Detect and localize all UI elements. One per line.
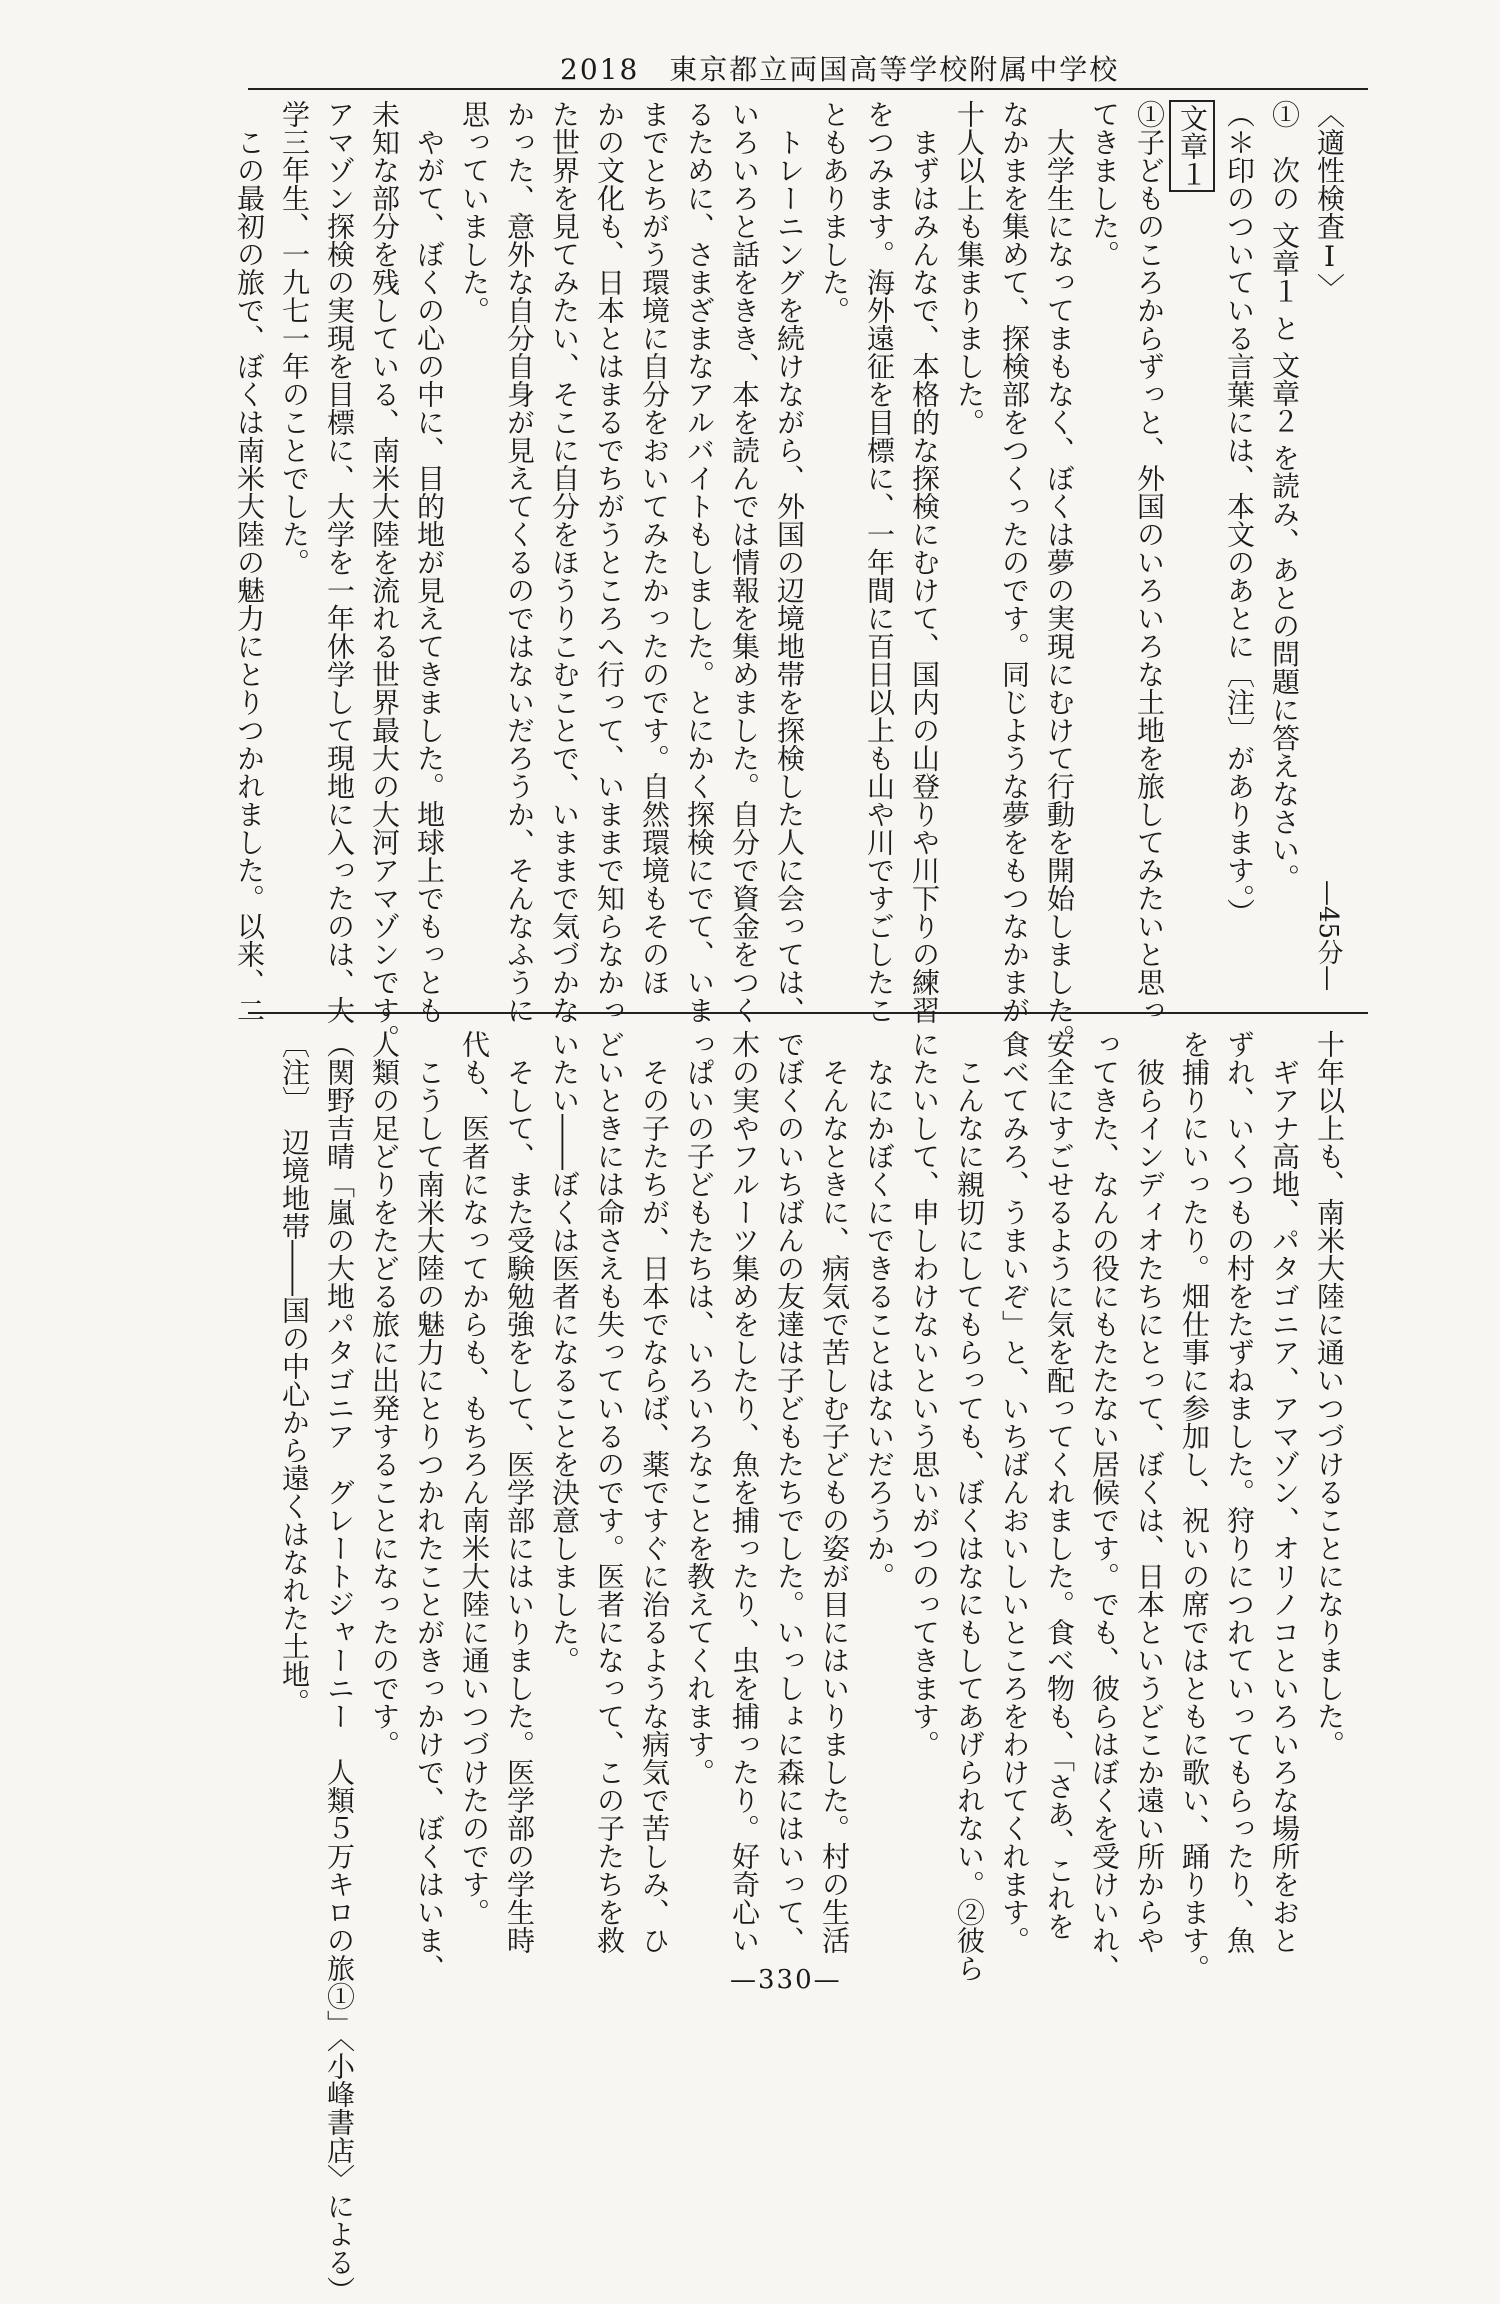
upper-column-line: てきました。 [1088,100,1121,268]
upper-column-line: この最初の旅で、ぼくは南米大陸の魅力にとりつかれました。以来、二 [233,100,266,1024]
upper-column-line: た世界を見てみたい、そこに自分をほうりこむことで、いままで気づかな [548,100,581,1024]
upper-column-line: ① 次の 文章１ と 文章２ を読み、あとの問題に答えなさい。 [1268,100,1301,892]
lower-column-line: 食べてみろ、うまいぞ」と、いちばんおいしいところをわけてくれます。 [998,1030,1031,1954]
lower-column-line: （関野吉晴「嵐の大地パタゴニア グレートジャーニー 人類５万キロの旅①」〈小峰書店〉による） [323,1030,356,2304]
upper-column-line: ともありました。 [818,100,851,324]
lower-column-line: 人類の足どりをたどる旅に出発することになったのです。 [368,1030,401,1758]
upper-column-line: をつみます。海外遠征を目標に、一年間に百日以上も山や川ですごしたこ [863,100,896,1024]
lower-column-line: どいときには命さえも失っているのです。医者になって、この子たちを救 [593,1030,626,1954]
upper-column-line: までとちがう環境に自分をおいてみたかったのです。自然環境もそのほ [638,100,671,996]
upper-column-line: トレーニングを続けながら、外国の辺境地帯を探検した人に会っては、 [773,100,806,1024]
lower-column-line: そんなときに、病気で苦しむ子どもの姿が目にはいりました。村の生活 [818,1030,851,1954]
lower-column-line: ってきた、なんの役にもたたない居候です。でも、彼らはぼくを受けいれ、 [1088,1030,1121,1982]
lower-column-line: 〔注〕 辺境地帯――国の中心から遠くはなれた土地。 [278,1030,311,1716]
lower-column-line: 十年以上も、南米大陸に通いつづけることになりました。 [1313,1030,1346,1758]
lower-column-line: 彼らインディオたちにとって、ぼくは、日本というどこか遠い所からや [1133,1030,1166,1954]
page-header: 2018 東京都立両国高等学校附属中学校 [560,53,1120,86]
header-rule [248,88,1368,90]
lower-column-line: こうして南米大陸の魅力にとりつかれたことがきっかけで、ぼくはいま、 [413,1030,446,1982]
upper-column-line: いろいろと話をきき、本を読んでは情報を集めました。自分で資金をつく [728,100,761,1024]
upper-column-line: （＊印のついている言葉には、本文のあとに〔注〕があります。） [1223,100,1256,926]
upper-column-line: 思っていました。 [458,100,491,324]
lower-column-line: を捕りにいったり。畑仕事に参加し、祝いの席ではともに歌い、踊ります。 [1178,1030,1211,1982]
lower-column-line: ギアナ高地、パタゴニア、アマゾン、オリノコといろいろな場所をおと [1268,1030,1301,1954]
lower-column-line: いたい――ぼくは医者になることを決意しました。 [548,1030,581,1674]
lower-column-line: その子たちが、日本でならば、薬ですぐに治るような病気で苦しみ、ひ [638,1030,671,1954]
upper-column-line: 十人以上も集まりました。 [953,100,986,436]
upper-column-line: やがて、ぼくの心の中に、目的地が見えてきました。地球上でもっとも [413,100,446,1024]
upper-column-line: 未知な部分を残している、南米大陸を流れる世界最大の大河アマゾンです。 [368,100,401,1052]
lower-column-line: っぱいの子どもたちは、いろいろなことを教えてくれます。 [683,1030,716,1786]
upper-column-line: アマゾン探検の実現を目標に、大学を一年休学して現地に入ったのは、大 [323,100,356,1024]
time-limit: —45分— [1313,880,1343,992]
upper-column-line: 学三年生、一九七一年のことでした。 [278,100,311,576]
lower-column-line: ずれ、いくつもの村をたずねました。狩りにつれていってもらったり、魚 [1223,1030,1256,1954]
upper-column-line: なかまを集めて、探検部をつくったのです。同じような夢をもつなかまが [998,100,1031,1024]
lower-column-line: でぼくのいちばんの友達は子どもたちでした。いっしょに森にはいって、 [773,1030,806,1954]
lower-column-line: 木の実やフルーツ集めをしたり、魚を捕ったり、虫を捕ったり。好奇心い [728,1030,761,1954]
lower-column-line: こんなに親切にしてもらっても、ぼくはなにもしてあげられない。②彼ら [953,1030,986,1982]
upper-column-line: かった、意外な自分自身が見えてくるのではないだろうか、そんなふうに [503,100,536,1024]
lower-column-line: 安全にすごせるように気を配ってくれました。食べ物も、「さあ、これを [1043,1030,1076,1940]
upper-column-line: かの文化も、日本とはまるでちがうところへ行って、いままで知らなかっ [593,100,626,1024]
exam-section-label: 〈適性検査Ⅰ〉 [1313,100,1346,301]
lower-column-line: にたいして、申しわけないという思いがつのってきます。 [908,1030,941,1758]
page-number: —330— [730,1965,842,1995]
upper-column-line: ①子どものころからずっと、外国のいろいろな土地を旅してみたいと思っ [1133,100,1166,1024]
upper-column-line: まずはみんなで、本格的な探検にむけて、国内の山登りや川下りの練習 [908,100,941,1024]
upper-column-line: 文章１ [1169,100,1215,192]
upper-column-line: 大学生になってまもなく、ぼくは夢の実現にむけて行動を開始しました。 [1043,100,1076,1052]
lower-column-line: そして、また受験勉強をして、医学部にはいりました。医学部の学生時 [503,1030,536,1954]
lower-column-line: 代も、医者になってからも、もちろん南米大陸に通いつづけたのです。 [458,1030,491,1926]
upper-column-line: るために、さまざまなアルバイトもしました。とにかく探検にでて、いま [683,100,716,1024]
lower-column-line: なにかぼくにできることはないだろうか。 [863,1030,896,1590]
